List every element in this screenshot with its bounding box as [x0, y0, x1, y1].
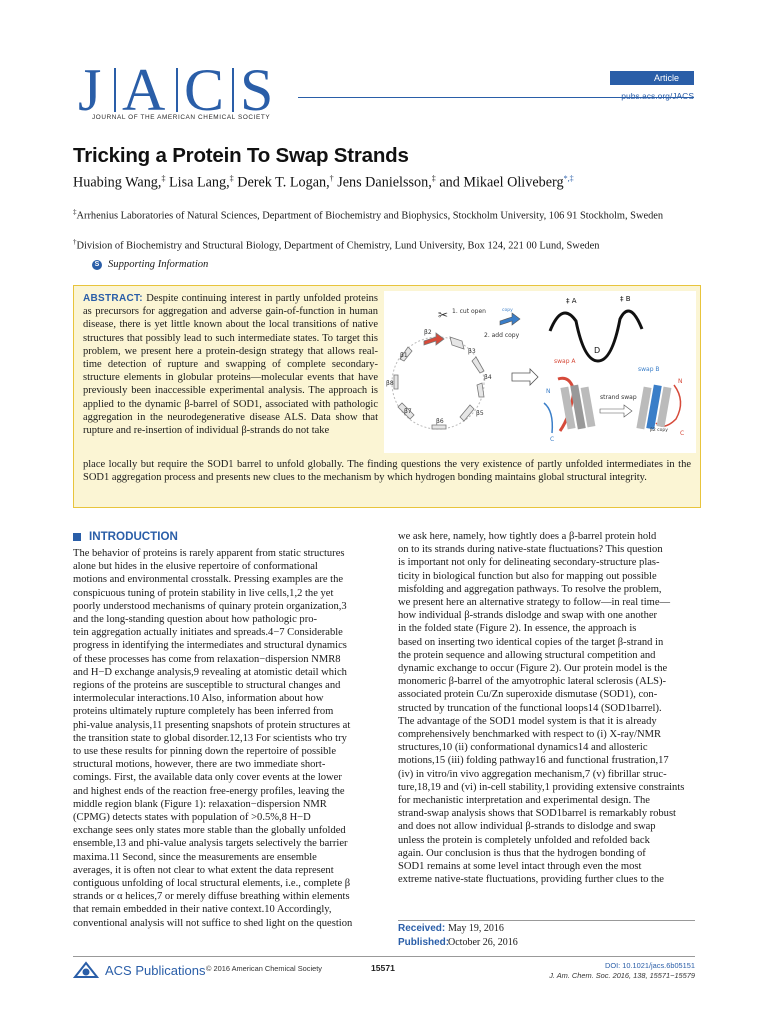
body-text-line: phi-value analysis,11 presenting snapshots of protein structures at: [73, 719, 351, 731]
copyright-notice: © 2016 American Chemical Society: [206, 964, 322, 973]
strand-label: β2: [424, 329, 432, 336]
body-text-line: The behavior of proteins is rarely apparent from static structures: [73, 548, 345, 559]
body-text-line: in the folded state (Figure 2). In essence, the approach is: [398, 623, 637, 635]
body-text-line: the transition state to global disorder.12,13 For scientists who try: [73, 732, 347, 744]
body-text-line: alone but hides in the elusive repertoire of conformational: [73, 561, 318, 573]
strand-label: β5: [476, 410, 484, 417]
author-mark: *,‡: [563, 174, 574, 183]
publication-dates: [398, 922, 518, 949]
body-text-line: ensemble,13 and phi-value analysis targets selectively the barrier: [73, 838, 348, 850]
transition-state-b: ‡ B: [620, 295, 631, 303]
copy-strand-arrow: [500, 313, 520, 325]
body-text-line: extreme native-state fluctuations, providing further clues to the: [398, 874, 664, 886]
affiliation-mark: ‡: [73, 208, 77, 216]
supporting-info-icon: S: [92, 260, 102, 270]
body-text-line: ture,18,19 and (vi) in-cell stability,1 providing extensive constraints: [398, 781, 685, 793]
transform-arrow-icon: [512, 369, 538, 385]
body-text-line: monomeric β-barrel of the amyotrophic lateral sclerosis (ALS)-: [398, 676, 667, 688]
author-mark: †: [329, 174, 334, 183]
author-list: [73, 174, 574, 192]
body-text-line: on to its strands during native-state fluctuations? This question: [398, 544, 663, 556]
body-text-line: to use these results for pinning down the repertoire of possible: [73, 746, 337, 758]
strand-label: β6: [436, 418, 444, 425]
author-name[interactable]: Derek T. Logan,: [237, 174, 330, 191]
body-text-line: middle region blank (Figure 1): relaxation−dispersion NMR: [73, 798, 327, 810]
body-column-right: [398, 530, 695, 886]
body-text-line: structed by truncation of the functional loops14 (SOD1barrel).: [398, 702, 662, 714]
author-name[interactable]: Huabing Wang,: [73, 174, 162, 191]
body-text-line: conventional analysis will not suffice to shed light on the question: [73, 917, 353, 929]
citation-line: J. Am. Chem. Soc. 2016, 138, 15571−15579: [549, 971, 695, 980]
scissors-icon: ✂: [438, 308, 449, 322]
body-text-line: and the long-standing question about how pathologic pro-: [73, 614, 317, 626]
affiliation-mark: †: [73, 238, 77, 246]
body-text-line: poorly understood mechanisms of quinary protein organization,3: [73, 600, 347, 612]
body-text-line: motions and environmental crosstalk. Pressing examples are the: [73, 574, 344, 586]
body-text-line: of these processes has come from relaxation−dispersion NMR8: [73, 653, 341, 665]
logo-letter-j: J: [78, 60, 102, 123]
body-text-line: for mechanistic interpretation and experimental design. The: [398, 795, 650, 807]
acs-publications-logo[interactable]: [73, 961, 205, 979]
abstract-body: [83, 292, 378, 437]
body-text-line: is important not only for delineating secondary-structure plas-: [398, 557, 660, 569]
body-text-line: contiguous unfolding of local structural elements, i.e., complete β: [73, 878, 351, 890]
swap-b-label: swap B: [638, 366, 660, 373]
c-terminus-label: C: [680, 430, 685, 437]
body-text-line: structures,10 (ii) conformational dynamics14 and allosteric: [398, 742, 648, 754]
toc-graphic: [384, 291, 696, 453]
author-name[interactable]: and Mikael Oliveberg: [439, 174, 564, 191]
body-text-line: comings. First, the available data only cover events at the lower: [73, 772, 342, 784]
body-text-line: how individual β-strands dislodge and swap with one another: [398, 610, 658, 622]
body-text-line: The advantage of the SOD1 model system is that it is already: [398, 715, 657, 727]
strand-swap-label: strand swap: [600, 394, 637, 401]
strand-label: β1: [400, 352, 408, 359]
body-text-line: (iv) in vitro/in vivo aggregation mechanism,7 (v) fibrillar struc-: [398, 768, 667, 780]
body-text-line: that remain embedded in their native context.10 Accordingly,: [73, 904, 332, 916]
strand-label: β4: [484, 374, 492, 381]
body-text-line: averages, it is often not clear to what extent the data represent: [73, 864, 334, 876]
author-name[interactable]: Jens Danielsson,: [337, 174, 432, 191]
body-text-line: regions of the proteins are susceptible to structural changes and: [73, 680, 341, 692]
body-text-line: associated protein Cu/Zn superoxide dismutase (SOD1), con-: [398, 689, 658, 701]
page-number: 15571: [371, 963, 395, 973]
body-column-left: [73, 547, 370, 930]
body-text-line: strand-swap analysis shows that SOD1barrel is remarkably robust: [398, 808, 676, 820]
author-name[interactable]: Lisa Lang,: [168, 174, 230, 191]
body-text-line: conspicuous tuning of protein stability in live cells,1,2 the yet: [73, 587, 334, 599]
body-text-line: and does not allow individual β-strands to dislodge and swap: [398, 821, 656, 833]
received-date: May 19, 2016: [448, 923, 504, 934]
body-text-line: we ask here, namely, how tightly does a β-barrel protein hold: [398, 531, 657, 542]
copy-tag: copy: [502, 308, 513, 313]
publisher-name: ACS Publications: [105, 962, 206, 978]
body-text-line: motions,15 (iii) folding pathway16 and functional frustration,17: [398, 755, 669, 767]
strand-label: β3: [468, 348, 476, 355]
body-text-line: maxima.11 Second, since the measurements are ensemble: [73, 851, 317, 863]
body-text-line: (CPMG) detects states with population of >0.5%,8 H−D: [73, 812, 311, 824]
swap-arrow-icon: [600, 405, 632, 417]
footer-rule: [73, 956, 695, 957]
transition-state-a: ‡ A: [566, 297, 577, 305]
body-text-line: strands or α helices,7 or merely diffuse breathing within elements: [73, 891, 350, 903]
supporting-info-link[interactable]: [92, 259, 208, 270]
received-label: Received:: [398, 923, 446, 934]
affiliation: [73, 205, 699, 223]
body-text-line: progress in identifying the intermediates and structural dynamics: [73, 640, 347, 652]
n-terminus-label: N: [546, 388, 551, 395]
body-text-line: tein aggregation actually initiates and spreads.4−7 Considerable: [73, 627, 343, 639]
c-terminus-label: C: [550, 436, 555, 443]
dates-rule: [398, 920, 695, 921]
article-type-badge: Article: [610, 71, 694, 85]
affiliation: [73, 235, 699, 253]
unfolded-state-label: D: [594, 346, 601, 355]
acs-logo-icon: [73, 961, 99, 979]
author-mark: ‡: [431, 174, 436, 183]
abstract-label: ABSTRACT:: [83, 293, 143, 304]
body-text-line: comprehensively benchmarked with respect to (i) X-ray/NMR: [398, 729, 662, 741]
author-mark: ‡: [229, 174, 234, 183]
body-text-line: based on inserting two identical copies of the target β-strand in: [398, 636, 664, 648]
body-text-line: and H−D exchange analysis,9 revealing at atomistic detail which: [73, 666, 347, 678]
section-bullet-icon: [73, 533, 81, 541]
body-text-line: proteins ultimately rupture completely has been inferred from: [73, 706, 334, 718]
doi-block: [520, 961, 695, 981]
abstract-text: Despite continuing interest in partly unfolded proteins as precursors for aggregation and adverse gain-of-function in human disease, there is yet little known about the local transitions of native structures that possibly lead to such intermediate states. To target this problem, we present here a protein-design strategy that allows real-time detection of rupture and swapping of complete secondary-structure elements in globular proteins—molecular events that have previously been inaccessible experimental analysis. The approach is applied to the dynamic β-barrel of SOD1, associated with pathologic aggregation in the neurodegenerative disease ALS. Data show that rupture and re-insertion of individual β-strands do not take: [83, 293, 379, 437]
body-text-line: the protein sequence and allowing structural competition and: [398, 649, 656, 661]
body-text-line: we present here an alternative strategy to follow—in real time—: [398, 597, 671, 609]
body-text-line: unless the protein is completely unfolded and refolded back: [398, 834, 650, 846]
journal-url-link[interactable]: pubs.acs.org/JACS: [621, 91, 694, 101]
logo-letter-a: A: [122, 60, 166, 123]
strand-label: β7: [404, 408, 412, 415]
logo-letter-c: C: [184, 60, 225, 123]
logo-letter-s: S: [240, 60, 274, 123]
supporting-info-label: Supporting Information: [108, 259, 209, 270]
doi-link[interactable]: DOI: 10.1021/jacs.6b05151: [605, 961, 695, 970]
body-text-line: misfolding and aggregation pathways. To resolve the problem,: [398, 583, 662, 595]
affiliation-text: Arrhenius Laboratories of Natural Sciences, Department of Biochemistry and Biophysics, Stockholm University, 106 91 Stockholm, Sweden: [76, 210, 664, 222]
n-terminus-label: N: [678, 378, 683, 385]
body-text-line: structural motions, however, there are two immediate short-: [73, 759, 326, 771]
body-text-line: intermolecular interactions.10 Also, information about how: [73, 693, 324, 705]
step-add-copy: 2. add copy: [484, 332, 520, 339]
body-text-line: exchange sees only states more stable than the globally unfolded: [73, 825, 346, 837]
body-text-line: again. Our conclusion is thus that the hydrogen bonding of: [398, 847, 646, 859]
journal-subtitle: JOURNAL OF THE AMERICAN CHEMICAL SOCIETY: [92, 114, 271, 121]
affiliation-text: Division of Biochemistry and Structural Biology, Department of Chemistry, Lund University, Box 124, 221 00 Lund, Sweden: [76, 240, 600, 252]
section-heading-text: INTRODUCTION: [89, 530, 178, 543]
copy-strand-label: β2 copy: [650, 428, 668, 433]
swap-a-label: swap A: [554, 358, 576, 365]
body-text-line: ticity in biological function but also for mapping out possible: [398, 570, 657, 582]
abstract-text-continued: place locally but require the SOD1 barrel to unfold globally. The finding questions the very existence of partly unfolded intermediates in the SOD1 aggregation process and presents new clues to the mechanism by which hydrogen bonding maintains global structural integrity.: [83, 459, 691, 484]
published-label: Published:: [398, 936, 450, 948]
body-text-line: SOD1 remains at some level intact through even the most: [398, 861, 642, 873]
strand-label: β8: [386, 380, 394, 387]
protein-structure-b: [636, 385, 680, 430]
body-text-line: and highest ends of the reaction free-energy profiles, leaving the: [73, 785, 345, 797]
published-date: October 26, 2016: [448, 936, 518, 948]
step-cut-open: 1. cut open: [452, 308, 486, 315]
author-mark: ‡: [161, 174, 166, 183]
section-heading-introduction: [73, 530, 178, 543]
article-title: Tricking a Protein To Swap Strands: [73, 144, 409, 167]
protein-structure-a: [544, 378, 595, 433]
body-text-line: dynamic exchange to occur (Figure 2). Our protein model is the: [398, 663, 668, 675]
